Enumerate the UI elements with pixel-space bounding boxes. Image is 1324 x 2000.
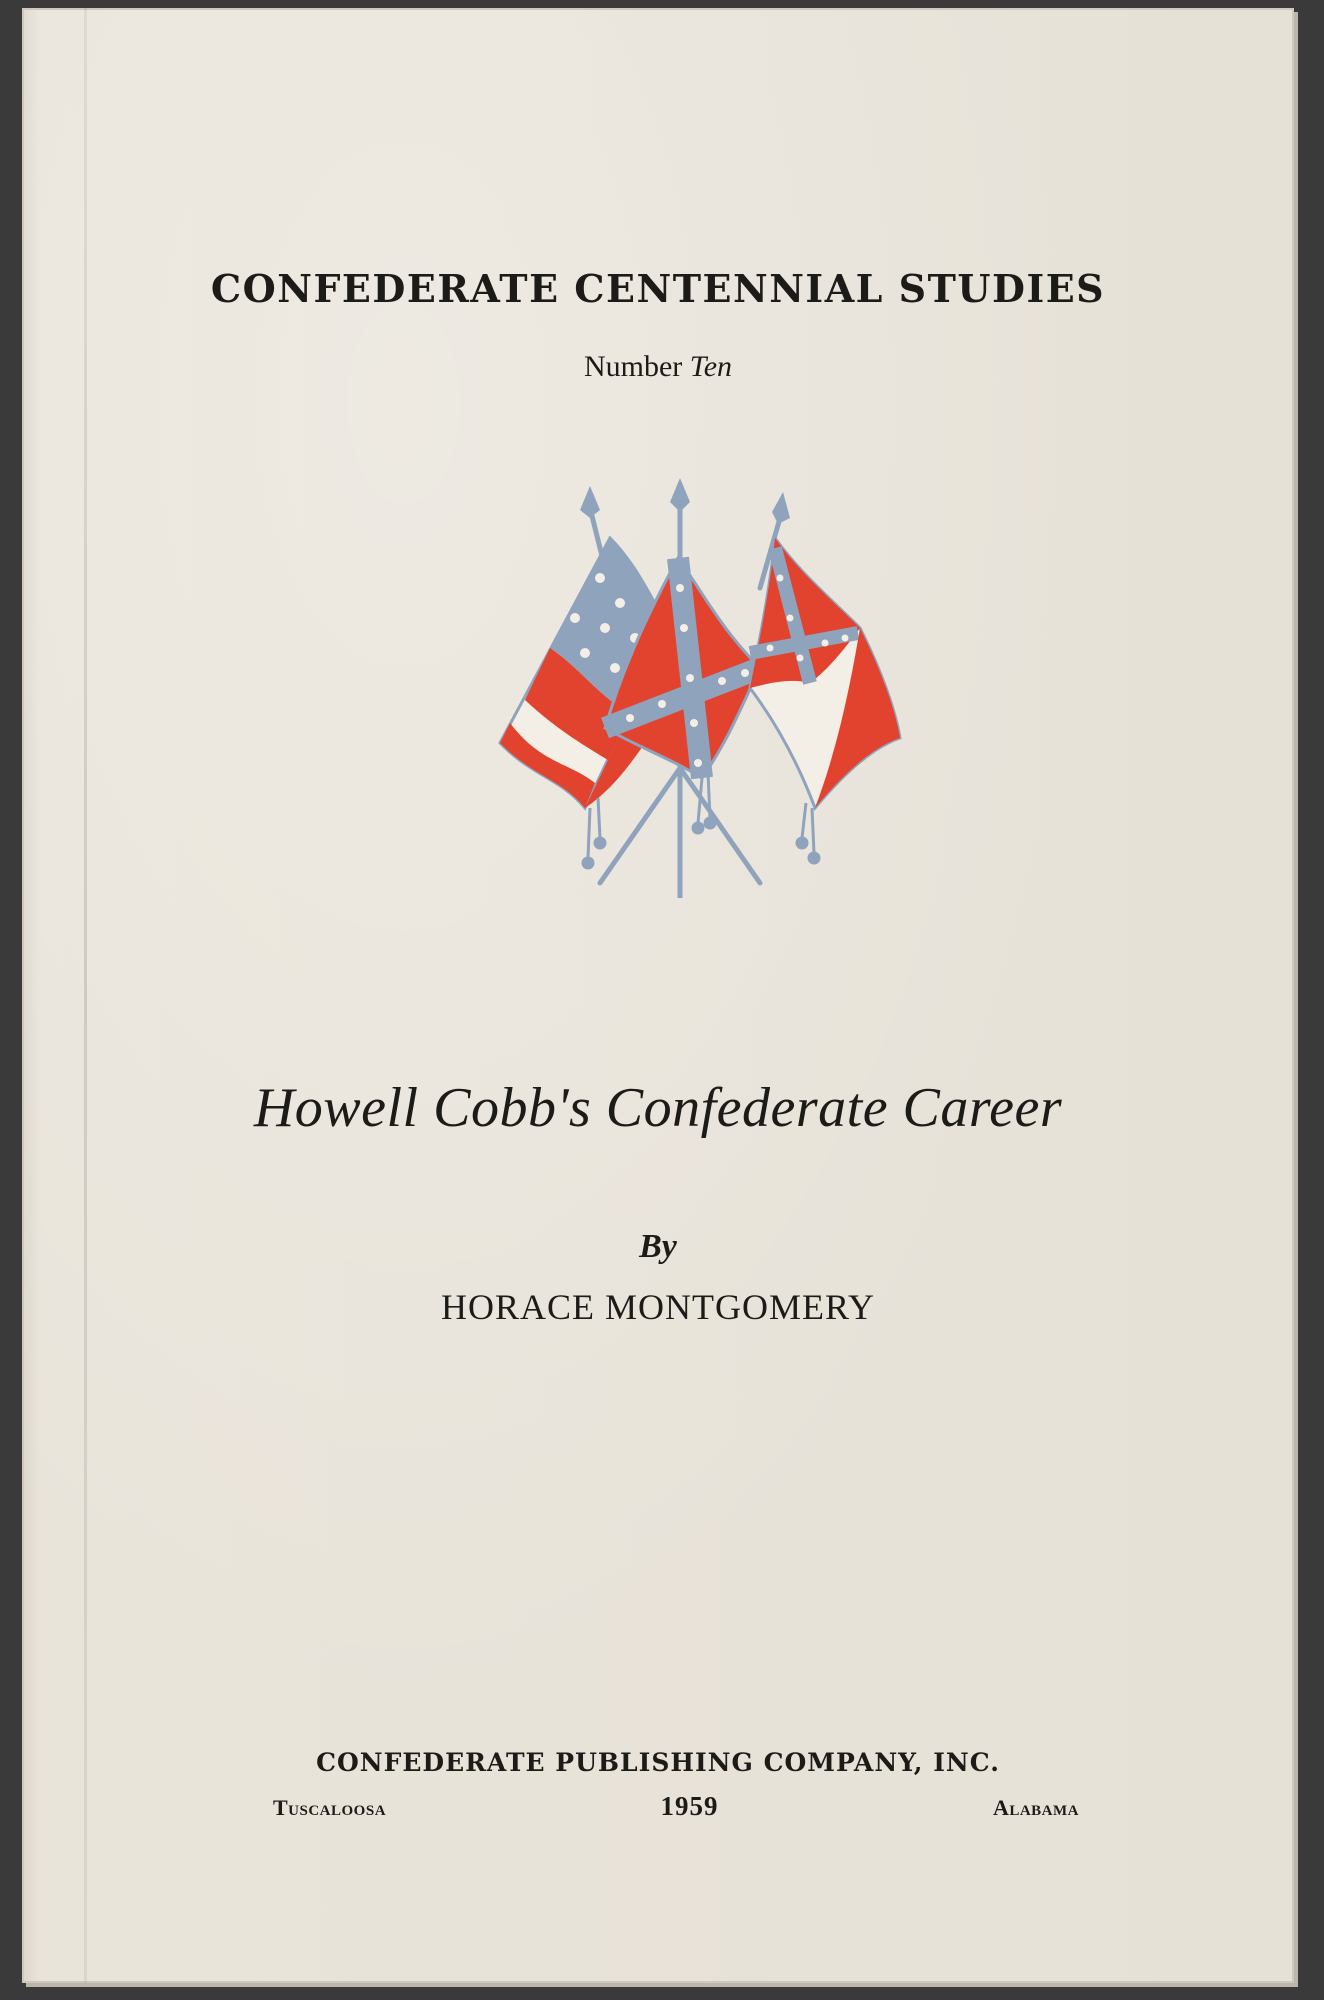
series-number-word: Ten — [689, 350, 733, 383]
publisher-name: CONFEDERATE PUBLISHING COMPANY, INC. — [316, 1748, 1000, 1777]
publisher-state: Alabama — [992, 1795, 1079, 1820]
stainless-banner-flag-icon — [750, 538, 900, 808]
byline-label: By — [639, 1228, 677, 1265]
book-cover — [22, 8, 1294, 1983]
publication-year: 1959 — [660, 1791, 719, 1821]
series-title: CONFEDERATE CENTENNIAL STUDIES — [210, 266, 1106, 311]
crossed-confederate-flags-icon — [440, 478, 940, 898]
imprint-line — [273, 1791, 1079, 1822]
series-number-prefix: Number — [583, 350, 683, 383]
series-number — [22, 350, 1294, 384]
author-name: HORACE MONTGOMERY — [440, 1287, 876, 1327]
publisher-city: Tuscaloosa — [273, 1795, 387, 1820]
book-title: Howell Cobb's Confederate Career — [253, 1077, 1063, 1139]
